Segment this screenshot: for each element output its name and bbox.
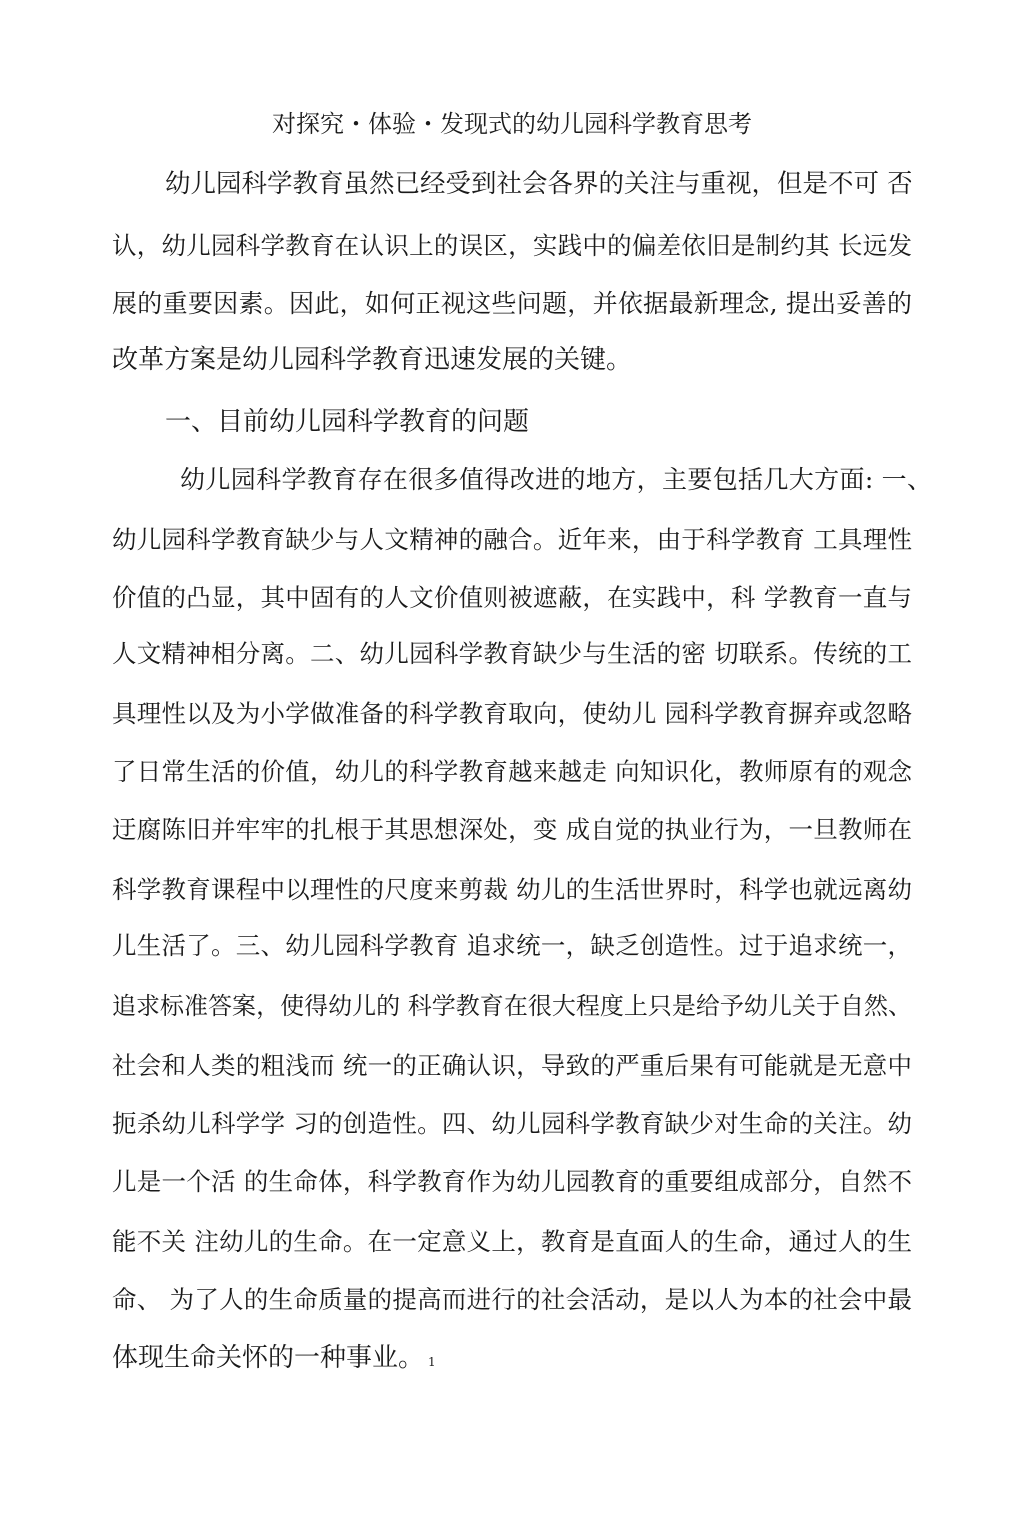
paragraph-3-line-14: 能不关 注幼儿的生命。在一定意义上，教育是直面人的生命，通过人的生 [112, 1227, 912, 1256]
paragraph-1-line-3: 展的重要因素。因此，如何正视这些问题，并依据最新理念, 提出妥善的 [112, 289, 912, 318]
paragraph-3-line-4: 人文精神相分离。二、幼儿园科学教育缺少与生活的密 切联系。传统的工 [112, 639, 912, 668]
paragraph-3-line-5: 具理性以及为小学做准备的科学教育取向，使幼儿 园科学教育摒弃或忽略 [112, 699, 912, 728]
paragraph-1-line-2: 认，幼儿园科学教育在认识上的误区，实践中的偏差依旧是制约其 长远发 [112, 231, 912, 260]
paragraph-3-line-1: 幼儿园科学教育存在很多值得改进的地方，主要包括几大方面: 一、 [180, 465, 932, 494]
paragraph-3-line-3: 价值的凸显，其中固有的人文价值则被遮蔽，在实践中，科 学教育一直与 [112, 583, 912, 612]
paragraph-3-line-2: 幼儿园科学教育缺少与人文精神的融合。近年来，由于科学教育 工具理性 [112, 525, 912, 554]
paragraph-3-line-9: 儿生活了。三、幼儿园科学教育 追求统一，缺乏创造性。过于追求统一， [112, 931, 912, 960]
paragraph-3-line-6: 了日常生活的价值，幼儿的科学教育越来越走 向知识化，教师原有的观念 [112, 757, 912, 786]
paragraph-3-line-16 [112, 1338, 912, 1382]
paragraph-3-line-16-text: 体现生命关怀的一种事业。 [112, 1343, 425, 1373]
paragraph-3-line-12: 扼杀幼儿科学学 习的创造性。四、幼儿园科学教育缺少对生命的关注。幼 [112, 1109, 912, 1138]
footnote-marker: 1 [428, 1355, 436, 1369]
paragraph-3-line-10: 追求标准答案，使得幼儿的 科学教育在很大程度上只是给予幼儿关于自然、 [112, 992, 912, 1020]
paragraph-3-line-8: 科学教育课程中以理性的尺度来剪裁 幼儿的生活世界时，科学也就远离幼 [112, 875, 912, 904]
section-heading: 一、目前幼儿园科学教育的问题 [165, 407, 530, 437]
paragraph-1-line-1: 幼儿园科学教育虽然已经受到社会各界的关注与重视，但是不可 否 [165, 169, 913, 199]
paragraph-3-line-13: 儿是一个活 的生命体，科学教育作为幼儿园教育的重要组成部分，自然不 [112, 1167, 912, 1196]
paragraph-3-line-11: 社会和人类的粗浅而 统一的正确认识，导致的严重后果有可能就是无意中 [112, 1051, 912, 1080]
document-title: 对探究・体验・发现式的幼儿园科学教育思考 [272, 110, 752, 138]
paragraph-3-line-7: 迂腐陈旧并牢牢的扎根于其思想深处，变 成自觉的执业行为，一旦教师在 [112, 815, 912, 844]
paragraph-3-line-15: 命、 为了人的生命质量的提高而进行的社会活动，是以人为本的社会中最 [112, 1285, 912, 1314]
paragraph-1-line-4: 改革方案是幼儿园科学教育迅速发展的关键。 [112, 345, 633, 375]
